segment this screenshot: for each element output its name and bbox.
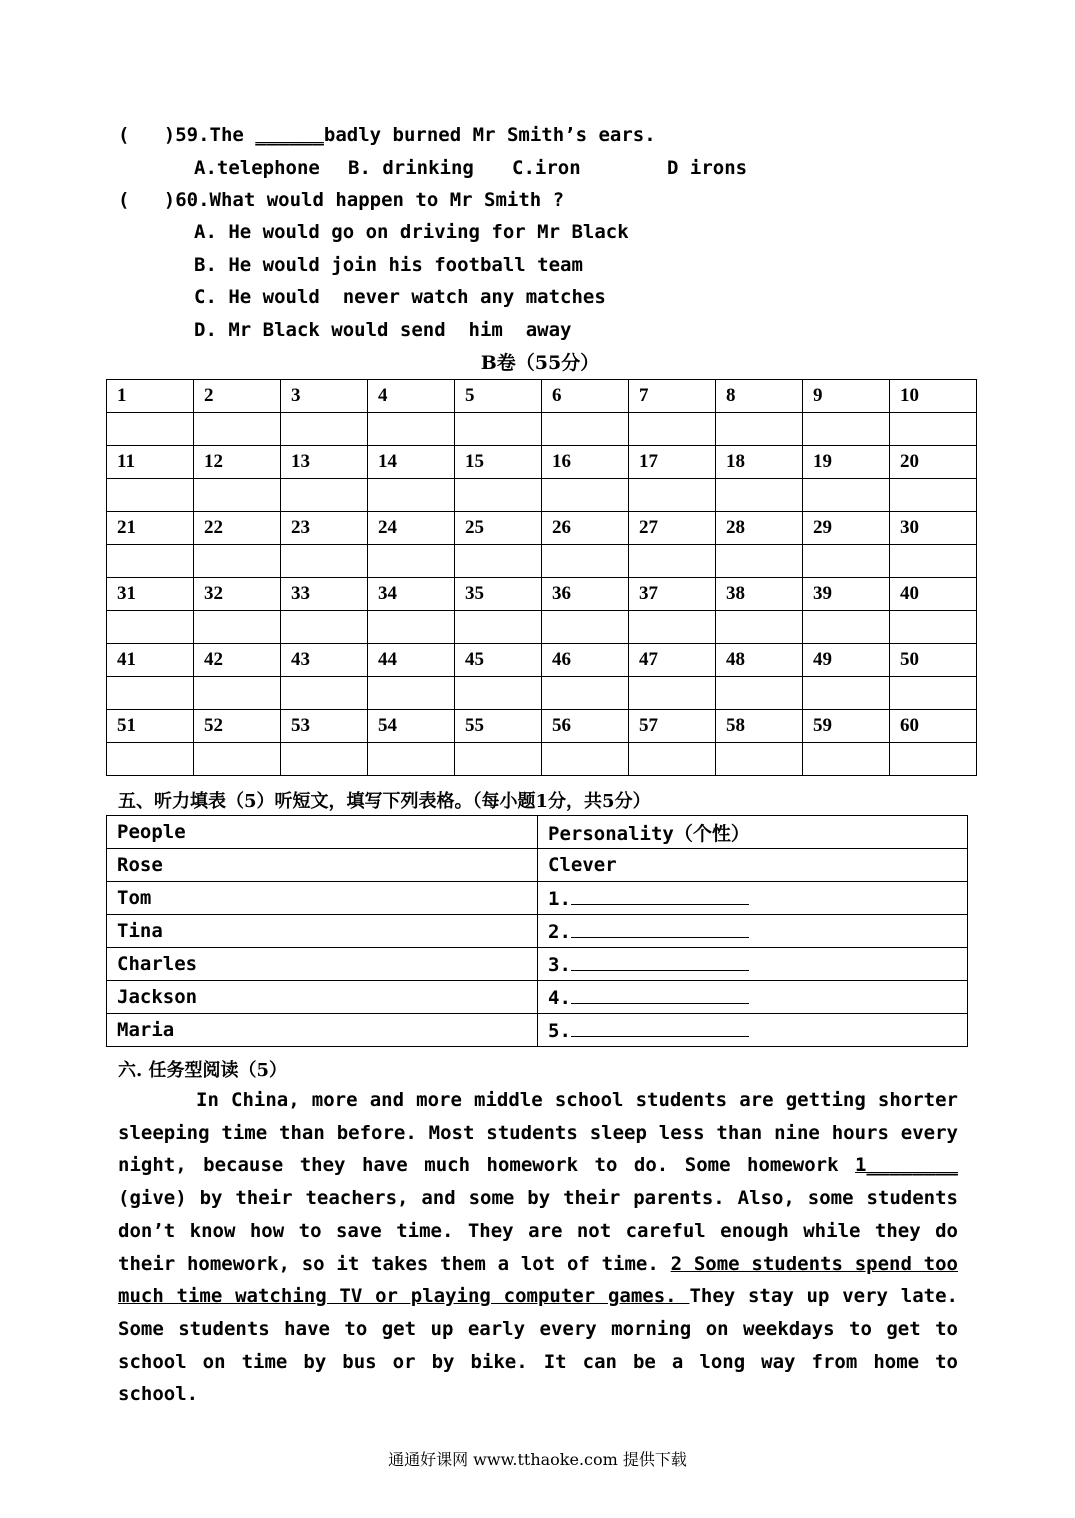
q59-option-c: C.iron bbox=[512, 157, 581, 179]
grid-number-row bbox=[107, 644, 977, 677]
grid-number-cell: 1 bbox=[107, 380, 194, 413]
grid-number-cell: 56 bbox=[542, 710, 629, 743]
personality-answer-cell[interactable] bbox=[538, 882, 968, 915]
grid-answer-cell[interactable] bbox=[107, 413, 194, 446]
grid-answer-cell[interactable] bbox=[629, 677, 716, 710]
answer-grid bbox=[106, 379, 977, 776]
grid-number-cell: 46 bbox=[542, 644, 629, 677]
q59-rest: badly burned Mr Smith’s ears. bbox=[323, 124, 656, 146]
grid-answer-cell[interactable] bbox=[803, 479, 890, 512]
grid-number-cell: 20 bbox=[890, 446, 977, 479]
q59-option-b: B. drinking bbox=[348, 157, 474, 179]
grid-number-cell: 52 bbox=[194, 710, 281, 743]
question-59 bbox=[118, 122, 656, 148]
grid-answer-cell[interactable] bbox=[281, 545, 368, 578]
q59-option-d: D irons bbox=[667, 157, 748, 179]
grid-number-cell: 10 bbox=[890, 380, 977, 413]
grid-answer-cell[interactable] bbox=[368, 479, 455, 512]
grid-number-cell: 17 bbox=[629, 446, 716, 479]
grid-number-cell: 4 bbox=[368, 380, 455, 413]
grid-number-cell: 40 bbox=[890, 578, 977, 611]
grid-answer-cell[interactable] bbox=[368, 545, 455, 578]
grid-answer-cell[interactable] bbox=[716, 479, 803, 512]
grid-answer-row bbox=[107, 743, 977, 776]
grid-answer-cell[interactable] bbox=[716, 413, 803, 446]
person-name: Rose bbox=[107, 849, 538, 882]
grid-answer-cell[interactable] bbox=[107, 479, 194, 512]
personality-row bbox=[107, 1014, 968, 1047]
grid-number-cell: 13 bbox=[281, 446, 368, 479]
grid-answer-cell[interactable] bbox=[455, 479, 542, 512]
page-footer: 通通好课网 www.tthaoke.com 提供下载 bbox=[388, 1450, 687, 1469]
grid-answer-cell[interactable] bbox=[803, 413, 890, 446]
grid-number-cell: 59 bbox=[803, 710, 890, 743]
grid-number-cell: 60 bbox=[890, 710, 977, 743]
grid-number-cell: 16 bbox=[542, 446, 629, 479]
grid-number-cell: 50 bbox=[890, 644, 977, 677]
grid-number-row bbox=[107, 380, 977, 413]
grid-answer-cell[interactable] bbox=[194, 743, 281, 776]
grid-answer-cell[interactable] bbox=[629, 413, 716, 446]
q60-option-c: C. He would never watch any matches bbox=[194, 286, 606, 308]
personality-row bbox=[107, 849, 968, 882]
grid-answer-cell[interactable] bbox=[368, 677, 455, 710]
personality-answer-cell[interactable] bbox=[538, 915, 968, 948]
grid-answer-cell[interactable] bbox=[194, 611, 281, 644]
grid-number-cell: 27 bbox=[629, 512, 716, 545]
personality-answer-cell[interactable] bbox=[538, 948, 968, 981]
grid-number-cell: 2 bbox=[194, 380, 281, 413]
grid-answer-cell[interactable] bbox=[368, 611, 455, 644]
answer-blank[interactable] bbox=[571, 952, 749, 971]
grid-answer-cell[interactable] bbox=[803, 611, 890, 644]
grid-number-cell: 54 bbox=[368, 710, 455, 743]
grid-answer-cell[interactable] bbox=[629, 479, 716, 512]
grid-number-cell: 48 bbox=[716, 644, 803, 677]
grid-number-cell: 22 bbox=[194, 512, 281, 545]
q60-option-d: D. Mr Black would send him away bbox=[194, 319, 572, 341]
grid-answer-cell[interactable] bbox=[455, 545, 542, 578]
answer-number: 5. bbox=[548, 1020, 571, 1042]
grid-number-cell: 24 bbox=[368, 512, 455, 545]
grid-number-row bbox=[107, 512, 977, 545]
grid-number-row bbox=[107, 578, 977, 611]
grid-answer-cell[interactable] bbox=[455, 677, 542, 710]
grid-answer-cell[interactable] bbox=[107, 611, 194, 644]
passage-underlined-sentence: 2 Some students spend too much time watching TV or playing computer games. bbox=[118, 1252, 958, 1308]
q59-blank: ______ bbox=[255, 124, 324, 146]
answer-blank[interactable] bbox=[571, 985, 749, 1004]
grid-number-cell: 34 bbox=[368, 578, 455, 611]
answer-number: 4. bbox=[548, 987, 571, 1009]
grid-answer-cell[interactable] bbox=[194, 545, 281, 578]
grid-answer-cell[interactable] bbox=[281, 743, 368, 776]
grid-number-cell: 18 bbox=[716, 446, 803, 479]
grid-number-cell: 6 bbox=[542, 380, 629, 413]
grid-number-cell: 28 bbox=[716, 512, 803, 545]
grid-answer-cell[interactable] bbox=[716, 545, 803, 578]
grid-answer-row bbox=[107, 545, 977, 578]
q59-prefix: ( )59.The bbox=[118, 124, 256, 146]
passage-blank-1: 1________ bbox=[855, 1154, 958, 1177]
grid-answer-cell[interactable] bbox=[107, 743, 194, 776]
grid-number-cell: 55 bbox=[455, 710, 542, 743]
passage-part-2: (give) by their teachers, and some by their parents. Also, some students don’t know how to save time. They are not careful enough while they do their homework, so it takes them a lot of time. bbox=[118, 1187, 958, 1275]
personality-header-row bbox=[107, 816, 968, 849]
grid-answer-cell[interactable] bbox=[194, 413, 281, 446]
grid-number-cell: 32 bbox=[194, 578, 281, 611]
grid-number-cell: 9 bbox=[803, 380, 890, 413]
q60-option-b: B. He would join his football team bbox=[194, 254, 583, 276]
grid-number-cell: 15 bbox=[455, 446, 542, 479]
section5-title: 五、听力填表（5）听短文，填写下列表格。（每小题1分，共5分） bbox=[118, 791, 651, 812]
grid-answer-cell[interactable] bbox=[368, 413, 455, 446]
answer-blank[interactable] bbox=[571, 1018, 749, 1037]
grid-number-row bbox=[107, 446, 977, 479]
person-name: Tom bbox=[107, 882, 538, 915]
grid-number-cell: 45 bbox=[455, 644, 542, 677]
grid-answer-row bbox=[107, 479, 977, 512]
grid-number-cell: 25 bbox=[455, 512, 542, 545]
personality-row bbox=[107, 915, 968, 948]
grid-answer-cell[interactable] bbox=[542, 545, 629, 578]
personality-table bbox=[106, 815, 968, 1047]
grid-number-cell: 53 bbox=[281, 710, 368, 743]
header-personality: Personality（个性） bbox=[538, 816, 968, 849]
grid-number-cell: 26 bbox=[542, 512, 629, 545]
grid-answer-cell[interactable] bbox=[542, 677, 629, 710]
grid-answer-cell[interactable] bbox=[542, 611, 629, 644]
grid-answer-cell[interactable] bbox=[716, 677, 803, 710]
grid-number-cell: 21 bbox=[107, 512, 194, 545]
answer-number: 2. bbox=[548, 921, 571, 943]
grid-number-cell: 14 bbox=[368, 446, 455, 479]
grid-number-cell: 37 bbox=[629, 578, 716, 611]
grid-answer-cell[interactable] bbox=[542, 413, 629, 446]
grid-number-cell: 43 bbox=[281, 644, 368, 677]
reading-passage bbox=[118, 1084, 958, 1411]
grid-answer-cell[interactable] bbox=[281, 413, 368, 446]
passage-part-1: In China, more and more middle school students are getting shorter sleeping time than before. Most students sleep less than nine hours every night, because they have much homework to do. Some homework bbox=[118, 1089, 958, 1177]
grid-answer-row bbox=[107, 677, 977, 710]
grid-answer-cell[interactable] bbox=[629, 545, 716, 578]
grid-number-cell: 7 bbox=[629, 380, 716, 413]
grid-number-cell: 38 bbox=[716, 578, 803, 611]
person-personality: Clever bbox=[538, 849, 968, 882]
grid-number-cell: 23 bbox=[281, 512, 368, 545]
grid-answer-cell[interactable] bbox=[890, 545, 977, 578]
grid-answer-cell[interactable] bbox=[890, 479, 977, 512]
grid-answer-cell[interactable] bbox=[194, 677, 281, 710]
person-name: Jackson bbox=[107, 981, 538, 1014]
grid-number-cell: 41 bbox=[107, 644, 194, 677]
grid-answer-cell[interactable] bbox=[281, 479, 368, 512]
answer-blank[interactable] bbox=[571, 886, 749, 905]
grid-answer-cell[interactable] bbox=[542, 479, 629, 512]
section6-title: 六. 任务型阅读（5） bbox=[118, 1060, 288, 1081]
grid-answer-cell[interactable] bbox=[803, 545, 890, 578]
grid-number-cell: 47 bbox=[629, 644, 716, 677]
grid-answer-cell[interactable] bbox=[890, 743, 977, 776]
passage-part-3: They stay up very late. Some students have to get up early every morning on weekdays to get to school on time by bus or by bike. It can be a long way from home to school. bbox=[118, 1285, 958, 1406]
grid-number-cell: 35 bbox=[455, 578, 542, 611]
grid-answer-cell[interactable] bbox=[194, 479, 281, 512]
grid-answer-cell[interactable] bbox=[455, 743, 542, 776]
grid-number-cell: 57 bbox=[629, 710, 716, 743]
grid-answer-cell[interactable] bbox=[716, 743, 803, 776]
grid-answer-cell[interactable] bbox=[281, 677, 368, 710]
header-people: People bbox=[107, 816, 538, 849]
grid-number-cell: 8 bbox=[716, 380, 803, 413]
grid-answer-cell[interactable] bbox=[107, 545, 194, 578]
grid-answer-cell[interactable] bbox=[803, 743, 890, 776]
grid-number-cell: 19 bbox=[803, 446, 890, 479]
grid-answer-cell[interactable] bbox=[455, 611, 542, 644]
grid-answer-cell[interactable] bbox=[455, 413, 542, 446]
grid-number-cell: 33 bbox=[281, 578, 368, 611]
personality-answer-cell[interactable] bbox=[538, 981, 968, 1014]
person-name: Tina bbox=[107, 915, 538, 948]
grid-answer-cell[interactable] bbox=[890, 677, 977, 710]
grid-answer-cell[interactable] bbox=[629, 743, 716, 776]
answer-number: 3. bbox=[548, 954, 571, 976]
grid-number-cell: 51 bbox=[107, 710, 194, 743]
personality-answer-cell[interactable] bbox=[538, 1014, 968, 1047]
grid-number-cell: 42 bbox=[194, 644, 281, 677]
grid-number-cell: 11 bbox=[107, 446, 194, 479]
grid-answer-cell[interactable] bbox=[629, 611, 716, 644]
grid-answer-cell[interactable] bbox=[890, 413, 977, 446]
person-name: Charles bbox=[107, 948, 538, 981]
grid-answer-row bbox=[107, 413, 977, 446]
grid-number-cell: 39 bbox=[803, 578, 890, 611]
grid-answer-cell[interactable] bbox=[281, 611, 368, 644]
grid-number-cell: 44 bbox=[368, 644, 455, 677]
person-name: Maria bbox=[107, 1014, 538, 1047]
section-b-title: B卷（55分） bbox=[480, 352, 600, 374]
question-60: ( )60.What would happen to Mr Smith ? bbox=[118, 189, 565, 211]
personality-row bbox=[107, 882, 968, 915]
grid-answer-cell[interactable] bbox=[890, 611, 977, 644]
q59-option-a: A.telephone bbox=[194, 157, 320, 179]
grid-number-cell: 30 bbox=[890, 512, 977, 545]
grid-number-cell: 49 bbox=[803, 644, 890, 677]
grid-number-cell: 3 bbox=[281, 380, 368, 413]
grid-number-cell: 58 bbox=[716, 710, 803, 743]
personality-row bbox=[107, 948, 968, 981]
personality-row bbox=[107, 981, 968, 1014]
grid-answer-row bbox=[107, 611, 977, 644]
grid-number-row bbox=[107, 710, 977, 743]
grid-answer-cell[interactable] bbox=[368, 743, 455, 776]
grid-number-cell: 36 bbox=[542, 578, 629, 611]
grid-answer-cell[interactable] bbox=[803, 677, 890, 710]
q60-option-a: A. He would go on driving for Mr Black bbox=[194, 221, 629, 243]
grid-number-cell: 29 bbox=[803, 512, 890, 545]
grid-answer-cell[interactable] bbox=[716, 611, 803, 644]
answer-number: 1. bbox=[548, 888, 571, 910]
grid-number-cell: 5 bbox=[455, 380, 542, 413]
grid-answer-cell[interactable] bbox=[107, 677, 194, 710]
grid-answer-cell[interactable] bbox=[542, 743, 629, 776]
grid-number-cell: 12 bbox=[194, 446, 281, 479]
answer-blank[interactable] bbox=[571, 919, 749, 938]
grid-number-cell: 31 bbox=[107, 578, 194, 611]
